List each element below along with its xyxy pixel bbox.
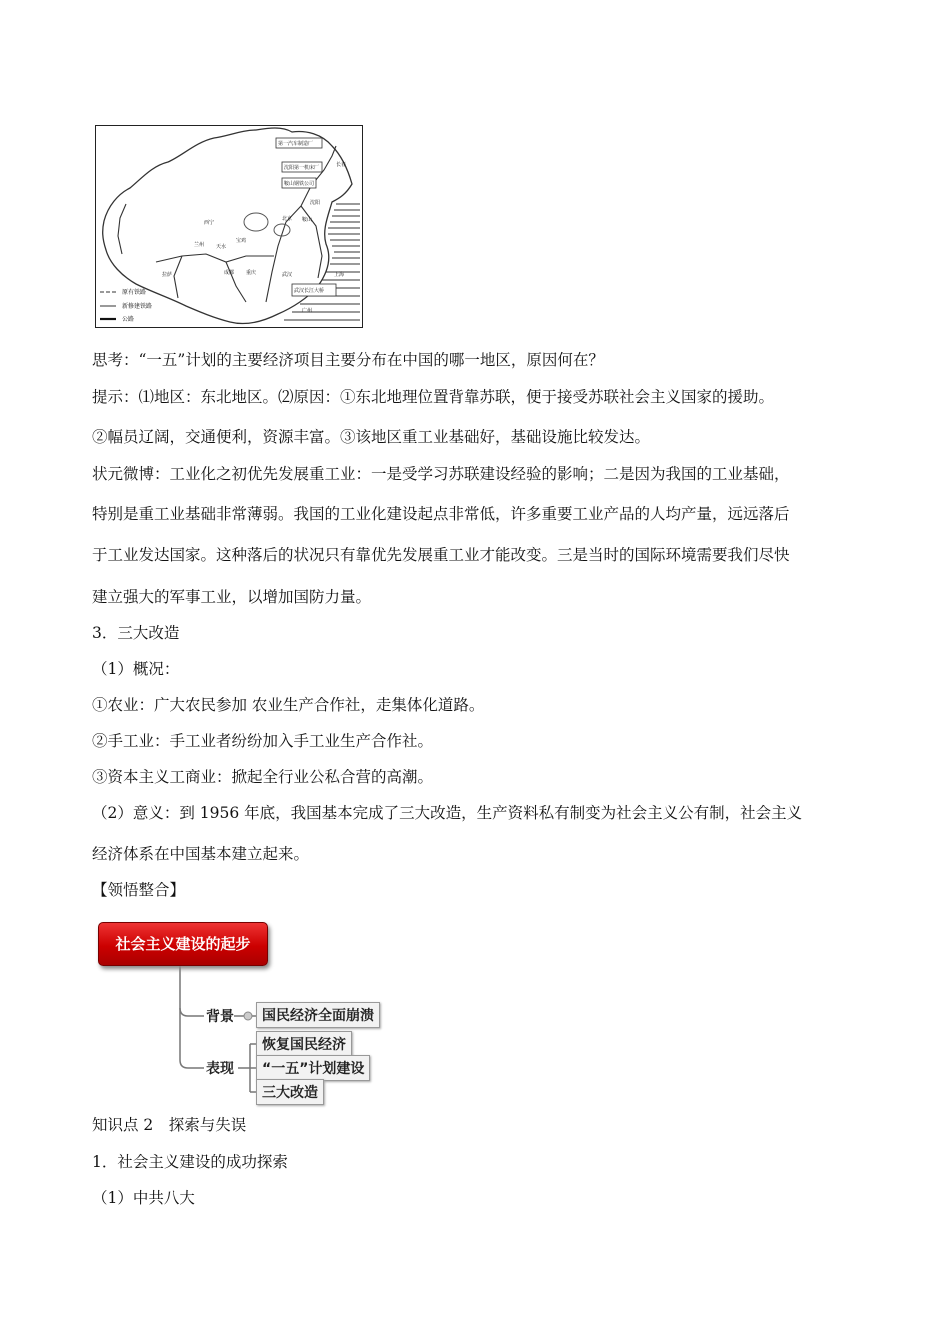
knowledge-point-heading: 知识点 2 探索与失误: [92, 1116, 247, 1134]
map-label: 广州: [302, 308, 313, 314]
first-five-year-plan-map: [95, 125, 363, 328]
legend-label: 新修建铁路: [122, 303, 153, 310]
performance-item: 恢复国民经济: [256, 1031, 352, 1057]
map-label: 上海: [334, 272, 345, 278]
performance-label: 表现: [206, 1061, 234, 1077]
map-label: 沈阳: [310, 200, 321, 206]
weibo-line: 特别是重工业基础非常薄弱。我国的工业化建设起点非常低，许多重要工业产品的人均产量，远远落后: [92, 505, 790, 523]
map-label: 天水: [216, 244, 227, 250]
map-callouts: [162, 138, 346, 314]
map-label: 鞍山钢铁公司: [284, 181, 315, 187]
map-label: 鞍山: [302, 217, 313, 223]
question-line: 思考：“一五”计划的主要经济项目主要分布在中国的哪一地区，原因何在？: [92, 351, 604, 369]
map-label: 宝鸡: [236, 238, 247, 244]
map-label: 第一汽车制造厂: [278, 141, 314, 147]
map-label: 长春: [336, 162, 347, 168]
map-label: 兰州: [194, 242, 205, 248]
performance-item: 三大改造: [256, 1079, 324, 1105]
summary-heading: 【领悟整合】: [92, 881, 186, 899]
mind-map: [94, 918, 384, 1102]
map-label: 北京: [282, 216, 293, 222]
significance-line-2: 经济体系在中国基本建立起来。: [92, 845, 310, 863]
weibo-line: 于工业发达国家。这种落后的状况只有靠优先发展重工业才能改变。三是当时的国际环境需要我们尽快: [92, 546, 790, 564]
hint-line-2: ②幅员辽阔，交通便利，资源丰富。③该地区重工业基础好，基础设施比较发达。: [92, 428, 651, 446]
section-heading: 1．社会主义建设的成功探索: [92, 1153, 288, 1171]
map-label: 成都: [224, 270, 235, 276]
list-item: ①农业：广大农民参加 农业生产合作社，走集体化道路。: [92, 696, 485, 714]
weibo-line: 状元微博：工业化之初优先发展重工业：一是受学习苏联建设经验的影响；二是因为我国的工业基础，: [92, 465, 790, 483]
map-label: 沈阳第一机床厂: [284, 165, 320, 171]
performance-item: “一五”计划建设: [256, 1055, 370, 1081]
map-legend: [100, 288, 152, 323]
background-item: 国民经济全面崩溃: [256, 1002, 380, 1028]
map-label: 拉萨: [162, 272, 173, 278]
section-heading: 3．三大改造: [92, 624, 180, 642]
list-item: ②手工业：手工业者纷纷加入手工业生产合作社。: [92, 732, 434, 750]
map-label: 西宁: [204, 220, 215, 226]
weibo-line: 建立强大的军事工业，以增加国防力量。: [92, 588, 372, 606]
map-label: 武汉长江大桥: [294, 288, 325, 294]
map-label: 重庆: [246, 270, 257, 276]
list-item: ③资本主义工商业：掀起全行业公私合营的高潮。: [92, 768, 434, 786]
background-label: 背景: [206, 1009, 234, 1025]
hint-line: 提示：⑴地区：东北地区。⑵原因：①东北地理位置背靠苏联，便于接受苏联社会主义国家的援助。: [92, 388, 775, 406]
legend-label: 公路: [122, 316, 135, 323]
china-map-svg: [96, 126, 362, 327]
subheading: （1）概况：: [92, 660, 180, 678]
map-label: 武汉: [282, 272, 293, 278]
legend-label: 原有铁路: [122, 289, 147, 296]
sea-hatching: [284, 204, 360, 320]
significance-line: （2）意义：到 1956 年底，我国基本完成了三大改造，生产资料私有制变为社会主义公有制，社会主义: [92, 804, 803, 822]
mind-map-root: 社会主义建设的起步: [98, 922, 268, 966]
map-region: [244, 213, 268, 231]
subheading: （1）中共八大: [92, 1189, 195, 1207]
